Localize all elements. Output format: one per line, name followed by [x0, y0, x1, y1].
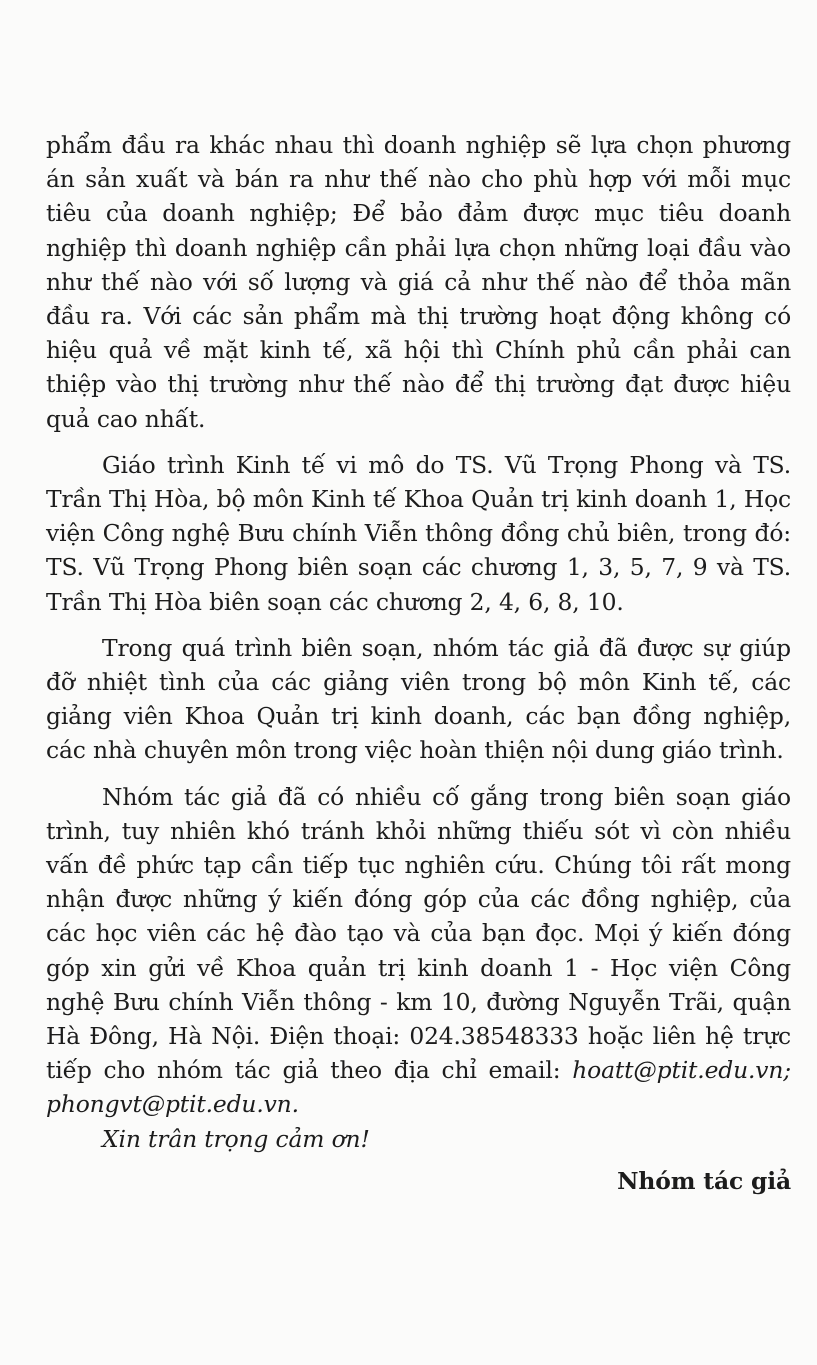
- signature: Nhóm tác giả: [617, 1166, 791, 1195]
- document-page: [46, 128, 791, 1198]
- paragraph-acknowledgement: Trong quá trình biên soạn, nhóm tác giả đã được sự giúp đỡ nhiệt tình của các giảng viên trong bộ môn Kinh tế, các giảng viên Khoa Quản trị kinh doanh, các bạn đồng nghiệp, các nhà chuyên môn trong việc hoàn thiện nội dung giáo trình.: [46, 633, 791, 765]
- thanks-line: Xin trân trọng cảm ơn!: [102, 1124, 370, 1153]
- contact-emails: hoatt@ptit.edu.vn; phongvt@ptit.edu.vn.: [46, 1056, 791, 1119]
- paragraph-authors: Giáo trình Kinh tế vi mô do TS. Vũ Trọng Phong và TS. Trần Thị Hòa, bộ môn Kinh tế Khoa Quản trị kinh doanh 1, Học viện Công nghệ Bưu chính Viễn thông đồng chủ biên, trong đó: TS. Vũ Trọng Phong biên soạn các chương 1, 3, 5, 7, 9 và TS. Trần Thị Hòa biên soạn các chương 2, 4, 6, 8, 10.: [46, 450, 791, 616]
- paragraph-feedback: [46, 780, 791, 1122]
- feedback-text: Nhóm tác giả đã có nhiều cố gắng trong biên soạn giáo trình, tuy nhiên khó tránh khỏi những thiếu sót vì còn nhiều vấn đề phức tạp cần tiếp tục nghiên cứu. Chúng tôi rất mong nhận được những ý kiến đóng góp của các đồng nghiệp, của các học viên các hệ đào tạo và của bạn đọc. Mọi ý kiến đóng góp xin gửi về Khoa quản trị kinh doanh 1 - Học viện Công nghệ Bưu chính Viễn thông - km 10, đường Nguyễn Trãi, quận Hà Đông, Hà Nội. Điện thoại: 024.38548333 hoặc liên hệ trực tiếp cho nhóm tác giả theo địa chỉ email:: [46, 782, 791, 1085]
- paragraph-objectives: phẩm đầu ra khác nhau thì doanh nghiệp sẽ lựa chọn phương án sản xuất và bán ra như thế nào cho phù hợp với mỗi mục tiêu của doanh nghiệp; Để bảo đảm được mục tiêu doanh nghiệp thì doanh nghiệp cần phải lựa chọn những loại đầu vào như thế nào với số lượng và giá cả như thế nào để thỏa mãn đầu ra. Với các sản phẩm mà thị trường hoạt động không có hiệu quả về mặt kinh tế, xã hội thì Chính phủ cần phải can thiệp vào thị trường như thế nào để thị trường đạt được hiệu quả cao nhất.: [46, 131, 791, 433]
